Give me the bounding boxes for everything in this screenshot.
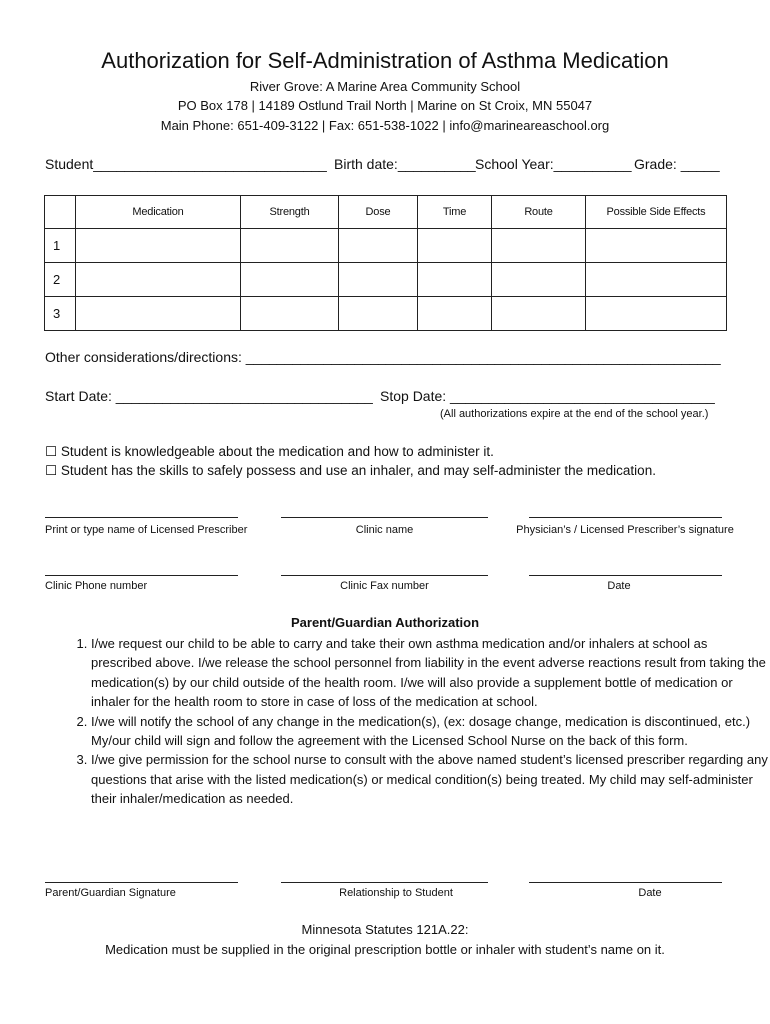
school-year-field[interactable]: School Year:__________ (475, 156, 632, 172)
table-cell[interactable] (586, 263, 727, 297)
table-cell[interactable] (492, 297, 586, 331)
start-date-field[interactable]: Start Date: _________________________________ (45, 388, 373, 404)
student-field[interactable]: Student______________________________ (45, 156, 327, 172)
table-cell[interactable] (586, 297, 727, 331)
date-label: Date (607, 580, 631, 592)
table-cell[interactable] (586, 229, 727, 263)
column-header: Route (492, 196, 586, 229)
parent-signature-label: Parent/Guardian Signature (45, 887, 176, 899)
row-number: 1 (45, 229, 76, 263)
table-cell[interactable] (241, 263, 339, 297)
table-cell[interactable] (76, 297, 241, 331)
table-cell[interactable] (241, 297, 339, 331)
checkbox-skills[interactable] (45, 463, 656, 479)
relationship-label: Relationship to Student (339, 887, 453, 899)
school-name: River Grove: A Marine Area Community School (249, 79, 521, 94)
table-cell[interactable] (418, 263, 492, 297)
clinic-phone-label: Clinic Phone number (45, 580, 148, 592)
column-header: Possible Side Effects (586, 196, 727, 229)
expiration-note: (All authorizations expire at the end of the school year.) (440, 408, 709, 420)
column-header (45, 196, 76, 229)
table-cell[interactable] (492, 263, 586, 297)
checkbox-icon[interactable]: ☐ (45, 463, 58, 478)
column-header: Strength (241, 196, 339, 229)
school-contact: Main Phone: 651-409-3122 | Fax: 651-538-1022 | info@marineareaschool.org (160, 118, 610, 133)
signature-line[interactable] (529, 882, 722, 883)
column-header: Dose (339, 196, 418, 229)
authorization-terms-list (48, 634, 770, 809)
table-cell[interactable] (492, 229, 586, 263)
checkbox-label: Student is knowledgeable about the medication and how to administer it. (60, 444, 494, 459)
signature-line[interactable] (281, 575, 488, 576)
table-row (45, 229, 727, 263)
stop-date-field[interactable]: Stop Date: __________________________________ (380, 388, 715, 404)
signature-line[interactable] (45, 575, 238, 576)
checkbox-icon[interactable]: ☐ (45, 444, 58, 459)
signature-line[interactable] (45, 882, 238, 883)
checkbox-label: Student has the skills to safely possess and use an inhaler, and may self-administer the medication. (60, 463, 656, 478)
table-cell[interactable] (339, 297, 418, 331)
row-number: 2 (45, 263, 76, 297)
checkbox-knowledgeable[interactable] (45, 444, 494, 460)
clinic-name-label: Clinic name (355, 524, 414, 536)
medication-supply-note: Medication must be supplied in the original prescription bottle or inhaler with student’s name on it. (105, 942, 665, 957)
table-cell[interactable] (418, 297, 492, 331)
table-row (45, 297, 727, 331)
signature-line[interactable] (45, 517, 238, 518)
table-cell[interactable] (76, 263, 241, 297)
parent-date-label: Date (638, 887, 662, 899)
signature-line[interactable] (281, 882, 488, 883)
other-considerations-field[interactable]: Other considerations/directions: _____________________________________________________________ (45, 349, 721, 365)
column-header: Medication (76, 196, 241, 229)
list-item: 2. I/we will notify the school of any change in the medication(s), (ex: dosage change, medication is discontinued, etc.) My/our child will sign and follow the agreement with the Licensed School Nurse on the back of this form. (91, 712, 770, 751)
signature-line[interactable] (529, 575, 722, 576)
signature-line[interactable] (281, 517, 488, 518)
table-cell[interactable] (76, 229, 241, 263)
prescriber-name-label: Print or type name of Licensed Prescriber (45, 524, 248, 536)
table-cell[interactable] (339, 229, 418, 263)
table-cell[interactable] (339, 263, 418, 297)
table-row (45, 263, 727, 297)
table-cell[interactable] (418, 229, 492, 263)
grade-field[interactable]: Grade: _____ (634, 156, 720, 172)
statute-reference: Minnesota Statutes 121A.22: (301, 922, 469, 937)
signature-line[interactable] (529, 517, 722, 518)
prescriber-signature-label: Physician’s / Licensed Prescriber’s signature (516, 524, 734, 536)
parent-authorization-title: Parent/Guardian Authorization (290, 615, 480, 630)
row-number: 3 (45, 297, 76, 331)
school-address: PO Box 178 | 14189 Ostlund Trail North | Marine on St Croix, MN 55047 (177, 98, 593, 113)
table-header-row (45, 196, 727, 229)
table-cell[interactable] (241, 229, 339, 263)
medication-table (44, 195, 727, 331)
list-item: 1. I/we request our child to be able to carry and take their own asthma medication and/or inhalers at school as prescribed above. I/we release the school personnel from liability in the event adverse reactions result from taking the medication(s) by our child outside of the health room. I/we will also provide a supplement bottle of medication or inhaler for the health room to store in case of loss of the medication at school. (91, 634, 770, 712)
page-title: Authorization for Self-Administration of Asthma Medication (101, 48, 669, 73)
column-header: Time (418, 196, 492, 229)
list-item: 3. I/we give permission for the school nurse to consult with the above named student’s licensed prescriber regarding any questions that arise with the listed medication(s) or medical condition(s) being treated. My child may self-administer their inhaler/medication as needed. (91, 750, 770, 808)
birth-date-field[interactable]: Birth date:__________ (334, 156, 476, 172)
clinic-fax-label: Clinic Fax number (340, 580, 429, 592)
